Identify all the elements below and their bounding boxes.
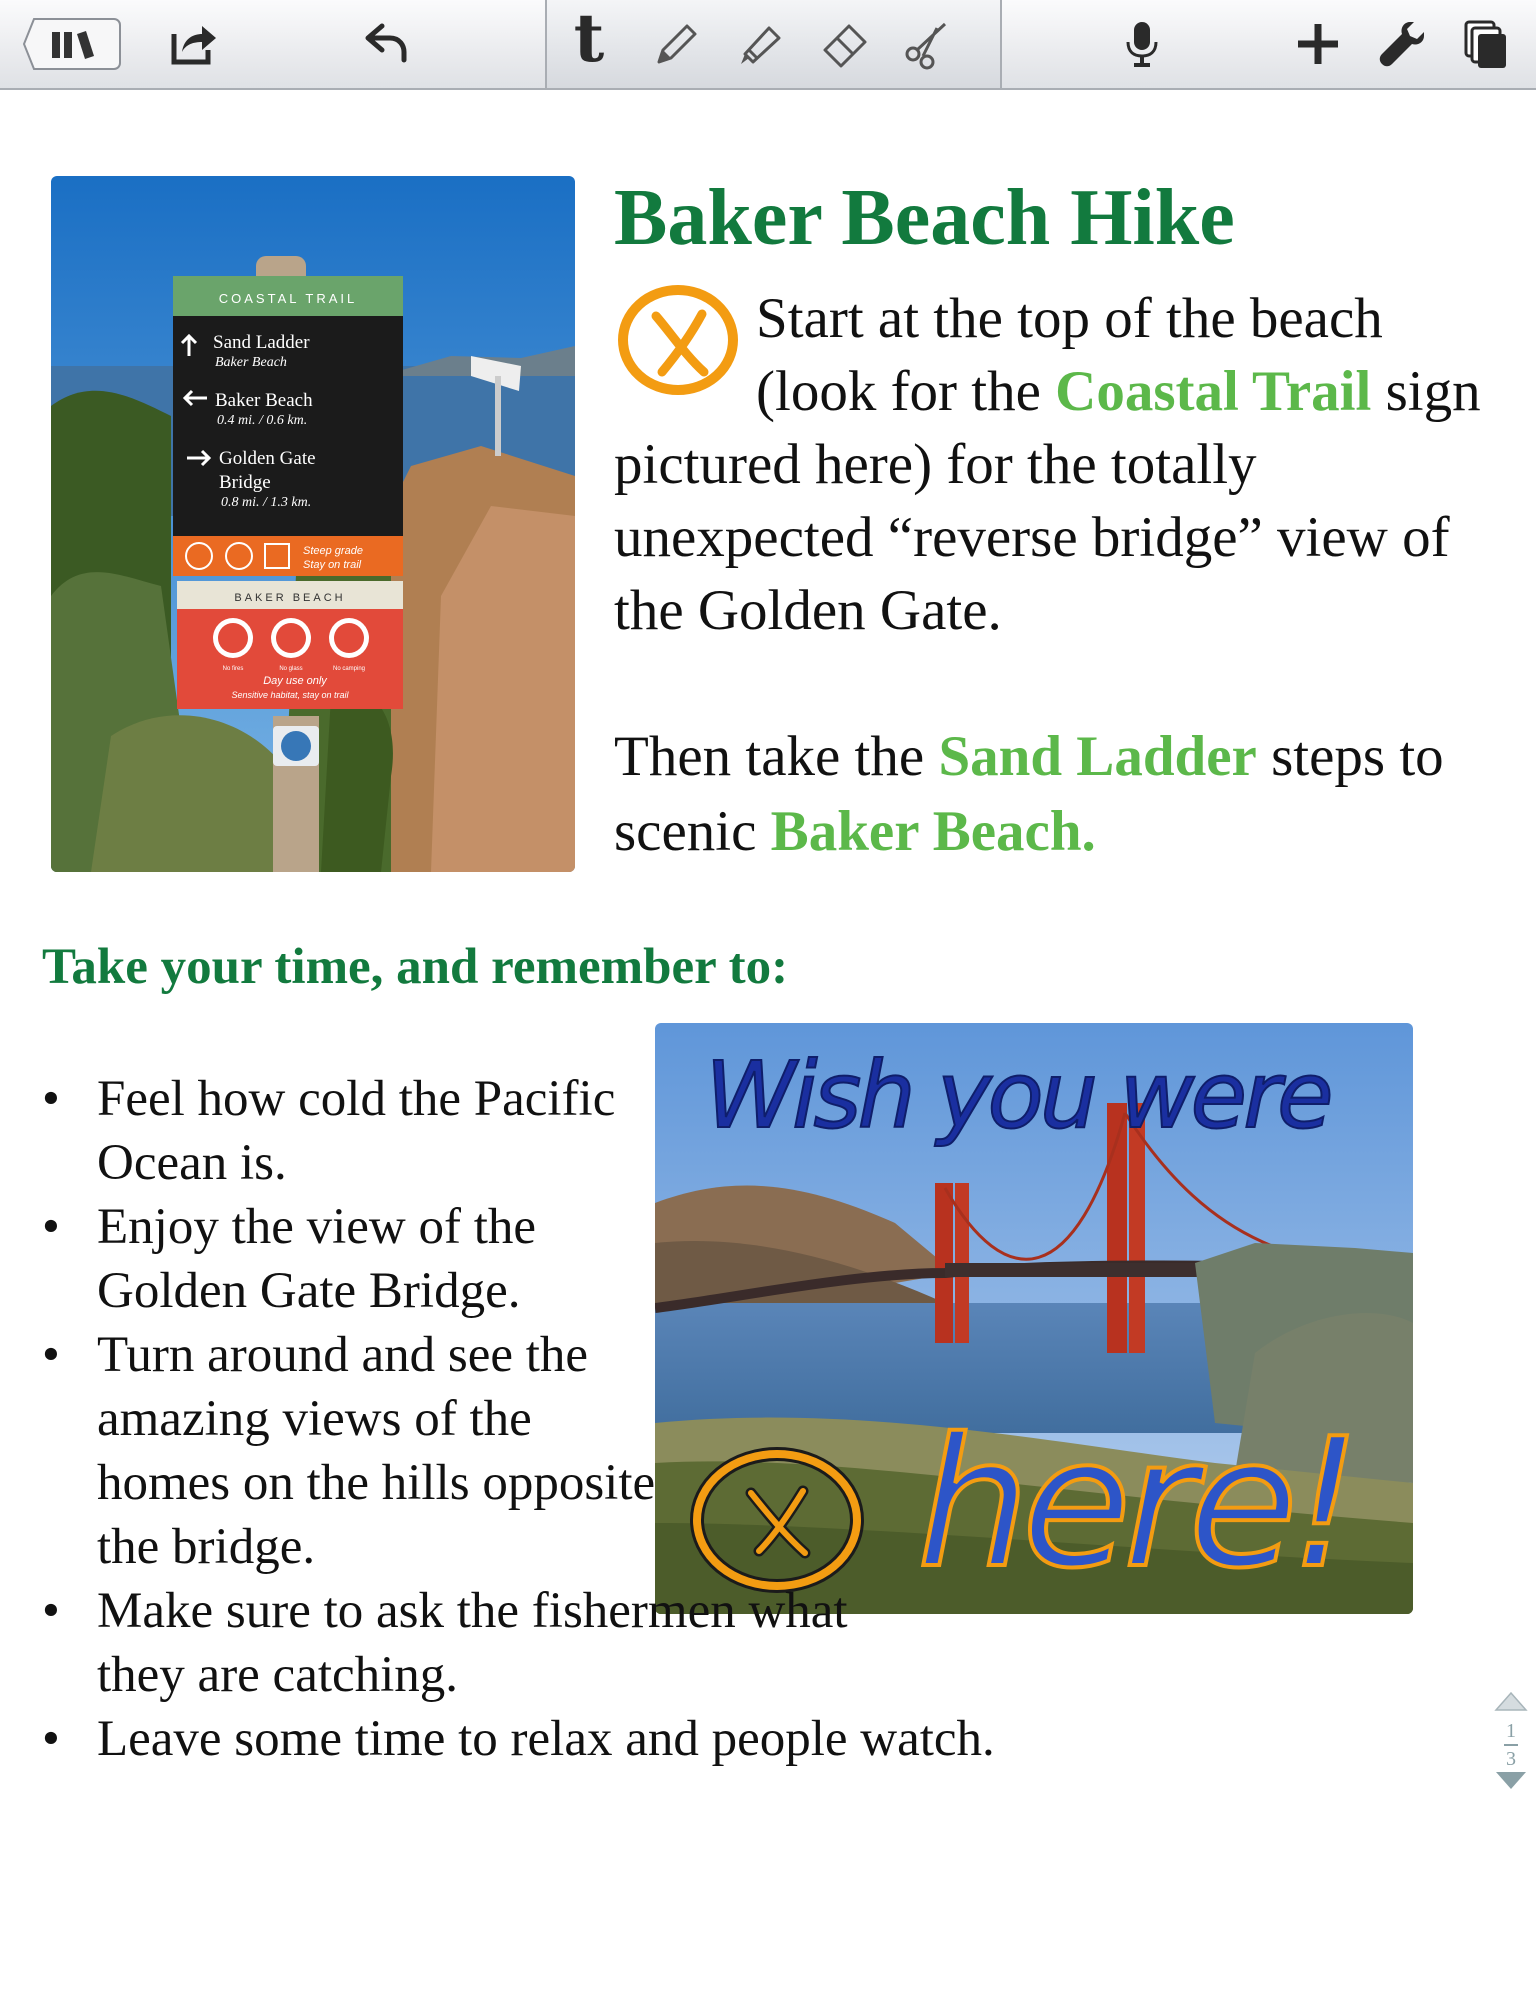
sign-dest3a: Golden Gate [219,448,316,469]
page-indicator [1494,1690,1528,1820]
sign-dest2: Baker Beach [215,390,313,411]
sign-dest1: Sand Ladder [213,332,310,353]
intro-text-2: sign pictured here) for the totally unexpected “reverse bridge” view of the Golden Gate. [614,360,1481,642]
sign-header: COASTAL TRAIL [218,291,358,306]
reminders-heading: Take your time, and remember to: [42,939,789,995]
list-item: • Leave some time to relax and people watch. [42,1707,1082,1771]
followup-text-2: steps to scenic [614,725,1444,863]
intro-highlight-coastal-trail: Coastal Trail [1055,360,1372,423]
eraser-tool-button[interactable] [815,14,875,74]
next-page-arrow-icon[interactable] [1494,1770,1528,1792]
toolbar [0,0,1536,90]
library-icon [22,17,122,71]
followup-text-1: Then take the [614,725,939,788]
list-item: • Enjoy the view of the Golden Gate Bridge. [42,1195,657,1323]
followup-paragraph [614,719,1494,869]
sign-dest1-sub: Baker Beach [215,355,287,370]
microphone-icon [1116,18,1168,70]
add-icon [1292,18,1344,70]
add-button[interactable] [1288,14,1348,74]
current-page-number: 1 [1506,1720,1516,1742]
highlighter-tool-button[interactable] [729,14,789,74]
sign-rule2: No glass [279,666,303,672]
orange-x-circle-icon [608,274,744,408]
handwriting-here: here! [917,1400,1354,1607]
page-title: Baker Beach Hike [614,174,1235,262]
followup-highlight-sand-ladder: Sand Ladder [938,725,1257,788]
eraser-icon [819,18,871,70]
scissors-tool-button[interactable] [897,14,957,74]
reminders-list [42,1067,1082,1771]
sign-warn1: Steep grade [303,545,363,557]
sign-rule-text1: Day use only [263,675,327,687]
pen-tool-button[interactable] [645,14,705,74]
text-tool-icon: t [573,0,605,77]
undo-icon [360,18,412,70]
drawing-tools [545,0,1002,88]
record-audio-button[interactable] [1112,14,1172,74]
text-tool-button[interactable] [559,0,619,77]
pages-button[interactable] [1456,14,1516,74]
followup-highlight-baker-beach: Baker Beach. [770,800,1096,863]
settings-button[interactable] [1372,14,1432,74]
sign-dest3b: Bridge [219,472,271,493]
scissors-icon [901,18,953,70]
page-separator [1504,1744,1518,1746]
sign-panel2-header: BAKER BEACH [234,592,346,604]
coastal-trail-sign-photo[interactable] [51,176,575,872]
share-icon [168,18,220,70]
handwriting-wish-you-were: Wish you were [705,1042,1330,1149]
sign-rule1: No fires [222,666,244,672]
intro-text-1: Start at the top of the beach (look for the [756,287,1383,423]
previous-page-arrow-icon[interactable] [1494,1690,1528,1712]
intro-paragraph [614,282,1494,647]
highlighter-icon [733,18,785,70]
wrench-icon [1376,18,1428,70]
library-button[interactable] [22,17,122,71]
sign-dest3-sub: 0.8 mi. / 1.3 km. [221,495,312,510]
pages-icon [1460,18,1512,70]
total-pages: 3 [1506,1748,1516,1770]
share-button[interactable] [164,14,224,74]
list-item: • Turn around and see the amazing views of the homes on the hills opposite the bridge. [42,1323,657,1579]
pen-icon [649,18,701,70]
sign-warn2: Stay on trail [303,559,362,571]
sign-rule3: No camping [332,666,366,672]
list-item: • Feel how cold the Pacific Ocean is. [42,1067,657,1195]
sign-dest2-sub: 0.4 mi. / 0.6 km. [217,413,308,428]
undo-button[interactable] [356,14,416,74]
list-item: • Make sure to ask the fishermen what they are catching. [42,1579,917,1707]
sign-rule-text2: Sensitive habitat, stay on trail [231,690,349,700]
